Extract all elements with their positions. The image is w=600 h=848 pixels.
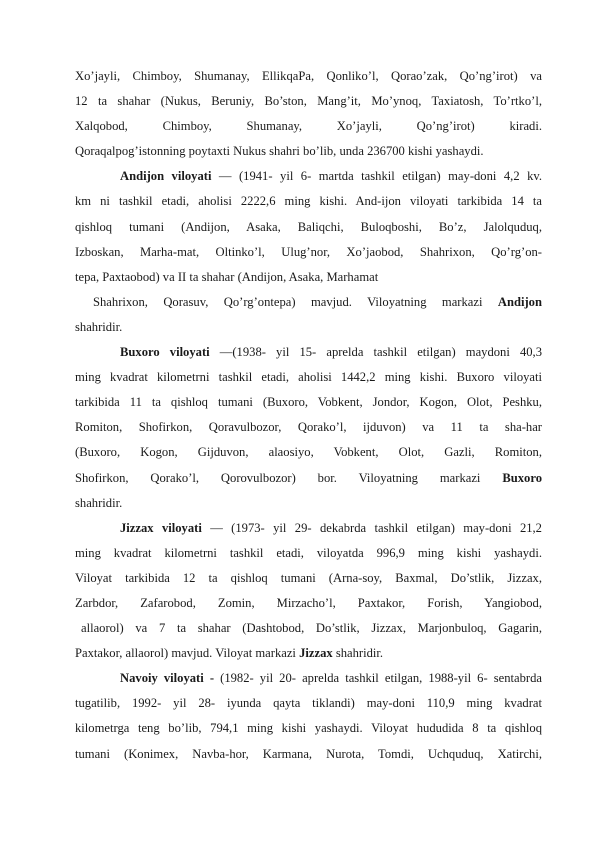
paragraph-start-andijon (75, 164, 542, 189)
text-line: Xo’jayli, Chimboy, Shumanay, EllikqaPa, Qonliko’l, Qorao’zak, Qo’ng’irot) va (75, 69, 542, 83)
text-line: Shahrixon, Qorasuv, Qo’rg’ontepa) mavjud. Viloyatning markazi (93, 294, 498, 309)
text-line: Paxtakor, allaorol) mavjud. Viloyat markazi (75, 646, 300, 661)
text-line: kilometrga teng bo’lib, 794,1 ming kishi yashaydi. Viloyat hududida 8 ta qishloq (75, 721, 542, 736)
text-line: shahridir. (75, 495, 123, 510)
paragraph-start-navoiy (75, 666, 542, 691)
region-heading-buxoro: Buxoro viloyati (120, 345, 210, 360)
center-name-buxoro: Buxoro (502, 470, 542, 485)
text-line: ming kvadrat kilometrni tashkil etadi, aholisi 1442,2 ming kishi. Buxoro viloyati (75, 370, 542, 385)
text-line: (Buxoro, Kogon, Gijduvon, alaosiyo, Vobkent, Olot, Gazli, Romiton, (75, 445, 542, 460)
text-line: — (1973- yil 29- dekabrda tashkil etilgan) may-doni 21,2 (201, 520, 542, 535)
text-line: Shofirkon, Qorako’l, Qorovulbozor) bor. Viloyatning markazi (75, 470, 503, 485)
text-line-with-bold (75, 290, 542, 315)
paragraph-start-buxoro (75, 340, 542, 365)
region-heading-jizzax: Jizzax viloyati (120, 520, 202, 535)
text-line: shahridir. (75, 319, 123, 334)
text-line: ming kvadrat kilometrni tashkil etadi, viloyatda 996,9 ming kishi yashaydi. (75, 545, 542, 560)
paragraph-start-jizzax (75, 516, 542, 541)
text-line: Romiton, Shofirkon, Qoravulbozor, Qorako’l, ijduvon) va 11 ta sha-har (75, 420, 542, 435)
text-line: (1982- yil 20- aprelda tashkil etilgan, 1988-yil 6- sentabrda (214, 671, 542, 686)
text-line: Xalqobod, Chimboy, Shumanay, Xo’jayli, Qo’ng’irot) kiradi. (75, 119, 542, 134)
text-line: Viloyat tarkibida 12 ta qishloq tumani (Arna-soy, Baxmal, Do’stlik, Jizzax, (75, 570, 542, 585)
text-line-with-bold (75, 466, 542, 491)
text-line: tarkibida 11 ta qishloq tumani (Buxoro, Vobkent, Jondor, Kogon, Olot, Peshku, (75, 395, 542, 410)
text-line: Izboskan, Marha-mat, Oltinko’l, Ulug’nor, Xo’jaobod, Shahrixon, Qo’rg’on- (75, 244, 542, 259)
text-line: qishloq tumani (Andijon, Asaka, Baliqchi, Buloqboshi, Bo’z, Jalolquduq, (75, 219, 542, 234)
text-line: —(1938- yil 15- aprelda tashkil etilgan) maydoni 40,3 (209, 345, 543, 360)
text-line: Zarbdor, Zafarobod, Zomin, Mirzacho’l, Paxtakor, Forish, Yangiobod, (75, 595, 542, 610)
center-name-andijon: Andijon (497, 294, 542, 309)
text-line: — (1941- yil 6- martda tashkil etilgan) may-doni 4,2 kv. (211, 169, 543, 184)
text-line-with-bold (75, 641, 542, 666)
text-line: tepa, Paxtaobod) va II ta shahar (Andijon, Asaka, Marhamat (75, 269, 379, 284)
text-line: 12 ta shahar (Nukus, Beruniy, Bo’ston, Mang’it, Mo’ynoq, Taxiatosh, To’rtko’l, (75, 94, 542, 109)
text-line: km ni tashkil etadi, aholisi 2222,6 ming kishi. And-ijon viloyati tarkibida 14 ta (75, 194, 542, 209)
region-heading-andijon: Andijon viloyati (120, 169, 212, 184)
center-name-jizzax: Jizzax (299, 646, 333, 661)
text-line: Qoraqalpog’istonning poytaxti Nukus shahri bo’lib, unda 236700 kishi yashaydi. (75, 144, 484, 159)
text-line: shahridir. (332, 646, 384, 661)
text-line: allaorol) va 7 ta shahar (Dashtobod, Do’stlik, Jizzax, Marjonbuloq, Gagarin, (81, 621, 542, 636)
text-line: tumani (Konimex, Navba-hor, Karmana, Nurota, Tomdi, Uchquduq, Xatirchi, (75, 746, 542, 761)
text-line: tugatilib, 1992- yil 28- iyunda qayta tiklandi) may-doni 110,9 ming kvadrat (75, 696, 542, 711)
region-heading-navoiy: Navoiy viloyati - (120, 671, 215, 686)
